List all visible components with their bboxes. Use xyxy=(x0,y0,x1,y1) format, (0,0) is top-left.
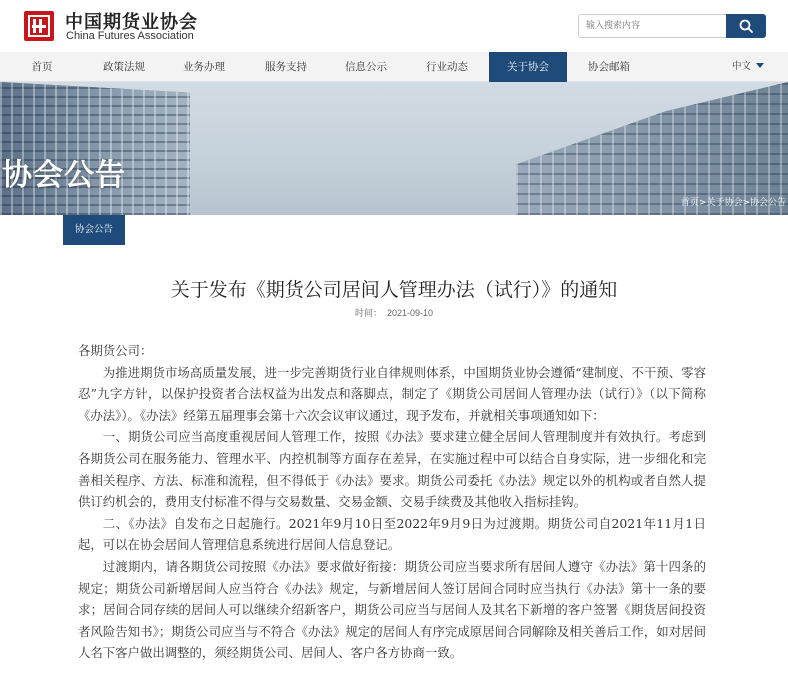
tab-announcements[interactable]: 协会公告 xyxy=(63,215,125,245)
nav-item-mailbox[interactable]: 协会邮箱 xyxy=(588,61,630,73)
search-icon xyxy=(739,19,753,33)
article-paragraph: 二、《办法》自发布之日起施行。2021年9月10日至2022年9月9日为过渡期。期货公司自2021年11月1日起，可以在协会居间人管理信息系统进行居间人信息登记。 xyxy=(78,515,706,553)
nav-item-disclosure[interactable]: 信息公示 xyxy=(345,61,387,73)
language-selector[interactable] xyxy=(732,52,764,82)
article-date-value: 2021-09-10 xyxy=(386,308,434,318)
article-title: 关于发布《期货公司居间人管理办法（试行）》的通知 xyxy=(170,279,618,301)
language-label: 中文 xyxy=(731,61,751,72)
cfa-logo-icon[interactable] xyxy=(24,11,54,41)
article-paragraph: 一、期货公司应当高度重视居间人管理工作，按照《办法》要求建立健全居间人管理制度并有效执行。考虑到各期货公司在服务能力、管理水平、内控机制等方面存在差异，在实施过程中可以结合自身实际，进一步细化和完善相关程序、方法、标准和流程，但不得低于《办法》要求。期货公司委托《办法》规定以外的机构或者自然人提供订约机会的，费用支付标准不得与交易数量、交易金额、交易手续费及其他收入指标挂钩。 xyxy=(78,429,706,510)
site-header xyxy=(0,0,788,52)
banner-title: 协会公告 xyxy=(2,158,126,193)
nav-item-policies[interactable]: 政策法规 xyxy=(103,61,145,73)
article-date-label: 时间： xyxy=(354,309,382,319)
article-date xyxy=(0,306,788,319)
search-button[interactable] xyxy=(726,14,766,38)
article-greeting: 各期货公司： xyxy=(78,343,153,358)
article-body xyxy=(78,340,706,664)
article-paragraph: 为推进期货市场高质量发展，进一步完善期货行业自律规则体系，中国期货业协会遵循“建制度、不干预、零容忍”九字方针，以保护投资者合法权益为出发点和落脚点，制定了《期货公司居间人管理办法（试行）》（以下简称《办法》）。《办法》经第五届理事会第十六次会议审议通过，现予发布，并就相关事项通知如下： xyxy=(78,364,706,423)
search-input[interactable] xyxy=(578,14,726,38)
logo-english-name[interactable]: China Futures Association xyxy=(66,30,194,42)
nav-item-services[interactable]: 服务支持 xyxy=(265,61,307,73)
page-banner xyxy=(0,82,788,215)
nav-item-about[interactable]: 关于协会 xyxy=(489,52,567,82)
caret-down-icon xyxy=(756,63,764,68)
logo-chinese-name[interactable]: 中国期货业协会 xyxy=(65,12,198,33)
nav-item-business[interactable]: 业务办理 xyxy=(183,61,225,73)
breadcrumb[interactable]: 首页>关于协会>协会公告 xyxy=(680,198,786,208)
article-paragraph: 过渡期内，请各期货公司按照《办法》要求做好衔接：期货公司应当要求所有居间人遵守《办法》第十四条的规定；期货公司新增居间人应当符合《办法》规定，与新增居间人签订居间合同时应当执行《办法》第十一条的要求；居间合同存续的居间人可以继续介绍新客户，期货公司应当与居间人及其名下新增的客户签署《期货居间投资者风险告知书》；期货公司应当与不符合《办法》规定的居间人有序完成原居间合同解除及相关善后工作，如对居间人名下客户做出调整的，须经期货公司、居间人、客户各方协商一致。 xyxy=(78,558,706,661)
banner-building-left xyxy=(0,82,190,215)
nav-item-industry-news[interactable]: 行业动态 xyxy=(426,61,468,73)
nav-item-home[interactable]: 首页 xyxy=(31,61,53,73)
main-nav xyxy=(0,52,788,82)
